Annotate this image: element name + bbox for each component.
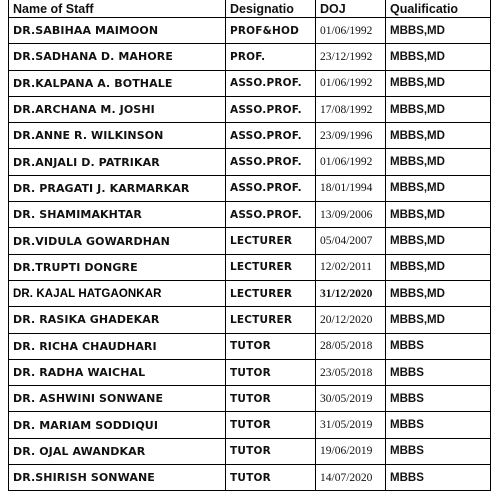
staff-designation: TUTOR bbox=[226, 333, 316, 359]
table-row bbox=[9, 465, 491, 491]
staff-doj: 01/06/1992 bbox=[316, 70, 386, 96]
staff-qualification: MBBS,MD bbox=[386, 149, 491, 175]
staff-designation: TUTOR bbox=[226, 412, 316, 438]
staff-doj: 05/04/2007 bbox=[316, 228, 386, 254]
staff-qualification: MBBS,MD bbox=[386, 123, 491, 149]
staff-name: DR. PRAGATI J. KARMARKAR bbox=[9, 175, 226, 201]
table-row bbox=[9, 70, 491, 96]
staff-name: DR. MARIAM SODDIQUI bbox=[9, 412, 226, 438]
staff-qualification: MBBS bbox=[386, 412, 491, 438]
staff-name: DR. RADHA WAICHAL bbox=[9, 359, 226, 385]
staff-doj: 30/05/2019 bbox=[316, 386, 386, 412]
staff-qualification: MBBS,MD bbox=[386, 228, 491, 254]
staff-designation: PROF&HOD bbox=[226, 18, 316, 44]
staff-name: DR. ASHWINI SONWANE bbox=[9, 386, 226, 412]
staff-designation: PROF. bbox=[226, 44, 316, 70]
table-row bbox=[9, 149, 491, 175]
table-row bbox=[9, 333, 491, 359]
staff-doj: 13/09/2006 bbox=[316, 202, 386, 228]
staff-qualification: MBBS,MD bbox=[386, 44, 491, 70]
staff-doj: 18/01/1994 bbox=[316, 175, 386, 201]
staff-name: DR.TRUPTI DONGRE bbox=[9, 254, 226, 280]
staff-qualification: MBBS bbox=[386, 333, 491, 359]
staff-designation: TUTOR bbox=[226, 465, 316, 491]
staff-designation: LECTURER bbox=[226, 228, 316, 254]
staff-doj: 20/12/2020 bbox=[316, 307, 386, 333]
table-row bbox=[9, 412, 491, 438]
staff-doj: 23/05/2018 bbox=[316, 359, 386, 385]
staff-designation: LECTURER bbox=[226, 307, 316, 333]
staff-doj: 01/06/1992 bbox=[316, 149, 386, 175]
table-header-row bbox=[9, 0, 491, 18]
staff-designation: ASSO.PROF. bbox=[226, 202, 316, 228]
table-row bbox=[9, 96, 491, 122]
table-row bbox=[9, 123, 491, 149]
staff-qualification: MBBS,MD bbox=[386, 175, 491, 201]
table-row bbox=[9, 202, 491, 228]
staff-name: DR. OJAL AWANDKAR bbox=[9, 438, 226, 464]
staff-qualification: MBBS bbox=[386, 438, 491, 464]
header-name-of-staff: Name of Staff bbox=[9, 0, 226, 18]
staff-name: DR.VIDULA GOWARDHAN bbox=[9, 228, 226, 254]
staff-name: DR. RICHA CHAUDHARI bbox=[9, 333, 226, 359]
staff-designation: LECTURER bbox=[226, 254, 316, 280]
staff-name: DR.KALPANA A. BOTHALE bbox=[9, 70, 226, 96]
staff-designation: LECTURER bbox=[226, 280, 316, 306]
staff-name: DR.ANJALI D. PATRIKAR bbox=[9, 149, 226, 175]
table-row bbox=[9, 359, 491, 385]
staff-name: DR.SADHANA D. MAHORE bbox=[9, 44, 226, 70]
staff-doj: 01/06/1992 bbox=[316, 18, 386, 44]
staff-name: DR. RASIKA GHADEKAR bbox=[9, 307, 226, 333]
staff-designation: ASSO.PROF. bbox=[226, 96, 316, 122]
staff-name: DR. KAJAL HATGAONKAR bbox=[9, 280, 226, 306]
staff-doj: 31/05/2019 bbox=[316, 412, 386, 438]
staff-qualification: MBBS,MD bbox=[386, 280, 491, 306]
staff-doj: 14/07/2020 bbox=[316, 465, 386, 491]
header-doj: DOJ bbox=[316, 0, 386, 18]
staff-designation: ASSO.PROF. bbox=[226, 175, 316, 201]
table-row bbox=[9, 386, 491, 412]
staff-designation: TUTOR bbox=[226, 386, 316, 412]
staff-name: DR.SABIHAA MAIMOON bbox=[9, 18, 226, 44]
staff-designation: TUTOR bbox=[226, 359, 316, 385]
staff-qualification: MBBS,MD bbox=[386, 70, 491, 96]
header-designation: Designatio bbox=[226, 0, 316, 18]
staff-designation: ASSO.PROF. bbox=[226, 123, 316, 149]
staff-qualification: MBBS,MD bbox=[386, 18, 491, 44]
staff-name: DR.ANNE R. WILKINSON bbox=[9, 123, 226, 149]
table-row bbox=[9, 228, 491, 254]
staff-qualification: MBBS bbox=[386, 386, 491, 412]
staff-qualification: MBBS bbox=[386, 359, 491, 385]
staff-table bbox=[8, 0, 491, 491]
table-row bbox=[9, 254, 491, 280]
table-row bbox=[9, 438, 491, 464]
staff-doj: 19/06/2019 bbox=[316, 438, 386, 464]
staff-name: DR. SHAMIMAKHTAR bbox=[9, 202, 226, 228]
staff-doj: 31/12/2020 bbox=[316, 280, 386, 306]
table-row bbox=[9, 44, 491, 70]
staff-qualification: MBBS bbox=[386, 465, 491, 491]
staff-designation: ASSO.PROF. bbox=[226, 149, 316, 175]
table-row bbox=[9, 175, 491, 201]
table-row bbox=[9, 280, 491, 306]
staff-doj: 23/12/1992 bbox=[316, 44, 386, 70]
staff-doj: 12/02/2011 bbox=[316, 254, 386, 280]
staff-qualification: MBBS,MD bbox=[386, 307, 491, 333]
table-row bbox=[9, 18, 491, 44]
staff-doj: 28/05/2018 bbox=[316, 333, 386, 359]
staff-doj: 17/08/1992 bbox=[316, 96, 386, 122]
staff-qualification: MBBS,MD bbox=[386, 254, 491, 280]
staff-name: DR.ARCHANA M. JOSHI bbox=[9, 96, 226, 122]
staff-name: DR.SHIRISH SONWANE bbox=[9, 465, 226, 491]
staff-designation: TUTOR bbox=[226, 438, 316, 464]
header-qualification: Qualificatio bbox=[386, 0, 491, 18]
staff-doj: 23/09/1996 bbox=[316, 123, 386, 149]
staff-qualification: MBBS,MD bbox=[386, 202, 491, 228]
staff-designation: ASSO.PROF. bbox=[226, 70, 316, 96]
staff-qualification: MBBS,MD bbox=[386, 96, 491, 122]
table-row bbox=[9, 307, 491, 333]
